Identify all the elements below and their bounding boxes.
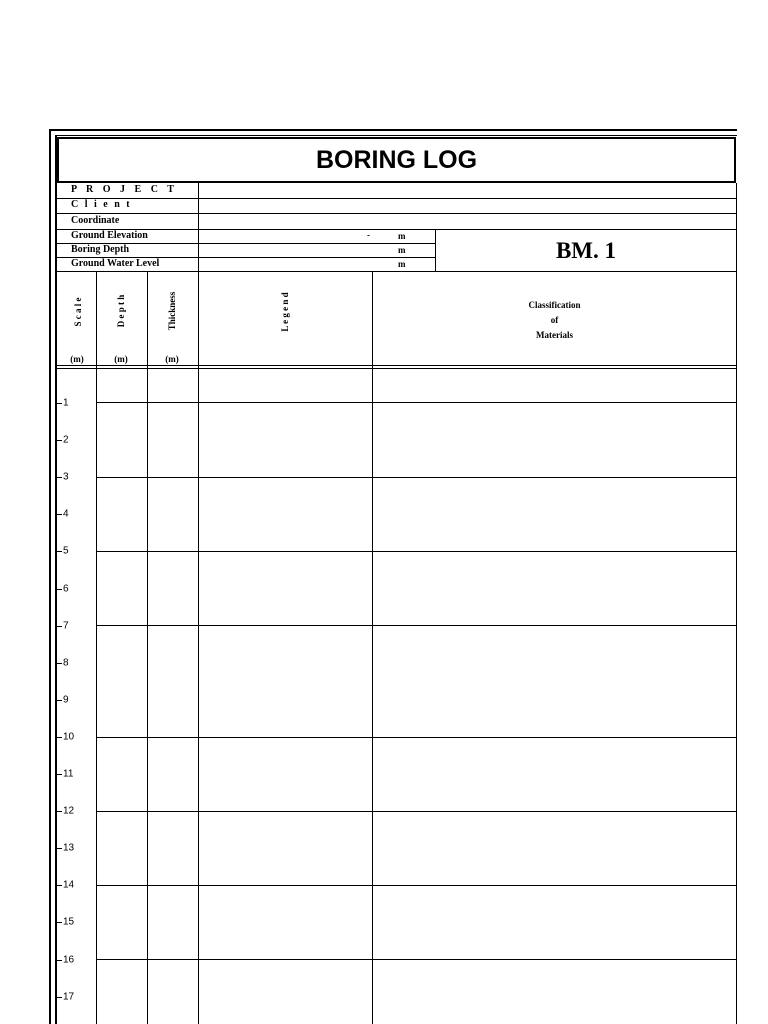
scale-unit: (m) (70, 354, 84, 364)
row-separator (96, 811, 736, 812)
scale-tick-label: 1 (63, 397, 69, 409)
header-row-line (57, 213, 736, 214)
column-line (96, 271, 97, 1024)
row-separator (96, 402, 736, 403)
header-row-line (57, 229, 736, 230)
outer-border-top (49, 129, 737, 131)
scale-tick (57, 997, 62, 998)
row-separator (96, 885, 736, 886)
row-separator (96, 737, 736, 738)
water-level-unit: m (398, 259, 406, 269)
scale-tick-label: 5 (63, 545, 69, 557)
classification-line: Materials (536, 330, 573, 340)
column-line (372, 271, 373, 1024)
scale-tick-label: 16 (63, 954, 75, 966)
classification-line: of (550, 315, 559, 325)
scale-tick (57, 551, 62, 552)
scale-tick (57, 848, 62, 849)
scale-column-header: S c a l e (73, 297, 83, 327)
borehole-id: BM. 1 (555, 238, 617, 263)
scale-tick-label: 15 (63, 916, 75, 928)
scale-tick (57, 774, 62, 775)
scale-tick (57, 700, 62, 701)
classification-column-header (373, 298, 736, 343)
column-header-bottom (57, 368, 736, 369)
outer-border-left (49, 129, 51, 1024)
row-separator (96, 551, 736, 552)
column-line (147, 271, 148, 1024)
scale-tick-label: 3 (63, 471, 69, 483)
scale-tick-label: 17 (63, 991, 75, 1003)
scale-tick (57, 960, 62, 961)
inner-border-top (55, 135, 737, 136)
scale-tick (57, 403, 62, 404)
project-label: P R O J E C T (71, 184, 178, 195)
elevation-dash: - (367, 230, 370, 240)
scale-tick (57, 440, 62, 441)
scale-tick (57, 477, 62, 478)
thickness-column-header: Thickness (167, 291, 177, 331)
header-row-line (57, 198, 736, 199)
inner-border-left (55, 135, 57, 1024)
header-row-line (57, 271, 736, 272)
row-separator (96, 959, 736, 960)
scale-tick-label: 12 (63, 805, 75, 817)
boring-depth-label: Boring Depth (71, 244, 130, 255)
boring-depth-unit: m (398, 245, 406, 255)
coordinate-label: Coordinate (71, 215, 120, 226)
scale-tick (57, 811, 62, 812)
scale-tick (57, 663, 62, 664)
scale-tick (57, 885, 62, 886)
ground-water-level-label: Ground Water Level (71, 258, 160, 269)
ground-elevation-label: Ground Elevation (71, 230, 148, 241)
thickness-unit: (m) (165, 354, 179, 364)
scale-tick-label: 11 (63, 768, 74, 780)
scale-tick-label: 14 (63, 879, 75, 891)
elevation-unit: m (398, 231, 406, 241)
legend-column-header: L e g e n d (280, 292, 290, 332)
column-line (198, 271, 199, 1024)
scale-tick-label: 7 (63, 620, 69, 632)
page-title: BORING LOG (57, 137, 736, 183)
scale-tick-label: 8 (63, 657, 69, 669)
classification-line: Classification (528, 300, 581, 310)
column-header-bottom (57, 365, 736, 366)
depth-unit: (m) (114, 354, 128, 364)
scale-tick-label: 6 (63, 583, 69, 595)
scale-tick-label: 4 (63, 508, 69, 520)
row-separator (96, 625, 736, 626)
scale-tick (57, 589, 62, 590)
scale-tick (57, 737, 62, 738)
row-separator (96, 477, 736, 478)
scale-tick (57, 922, 62, 923)
scale-tick (57, 514, 62, 515)
scale-tick-label: 9 (63, 694, 69, 706)
scale-tick-label: 2 (63, 434, 69, 446)
client-label: C l i e n t (71, 199, 132, 210)
depth-column-header: D e p t h (116, 294, 126, 328)
scale-tick (57, 626, 62, 627)
right-border (736, 183, 737, 1024)
header-col-line (198, 183, 199, 271)
scale-tick-label: 10 (63, 731, 75, 743)
scale-tick-label: 13 (63, 842, 75, 854)
